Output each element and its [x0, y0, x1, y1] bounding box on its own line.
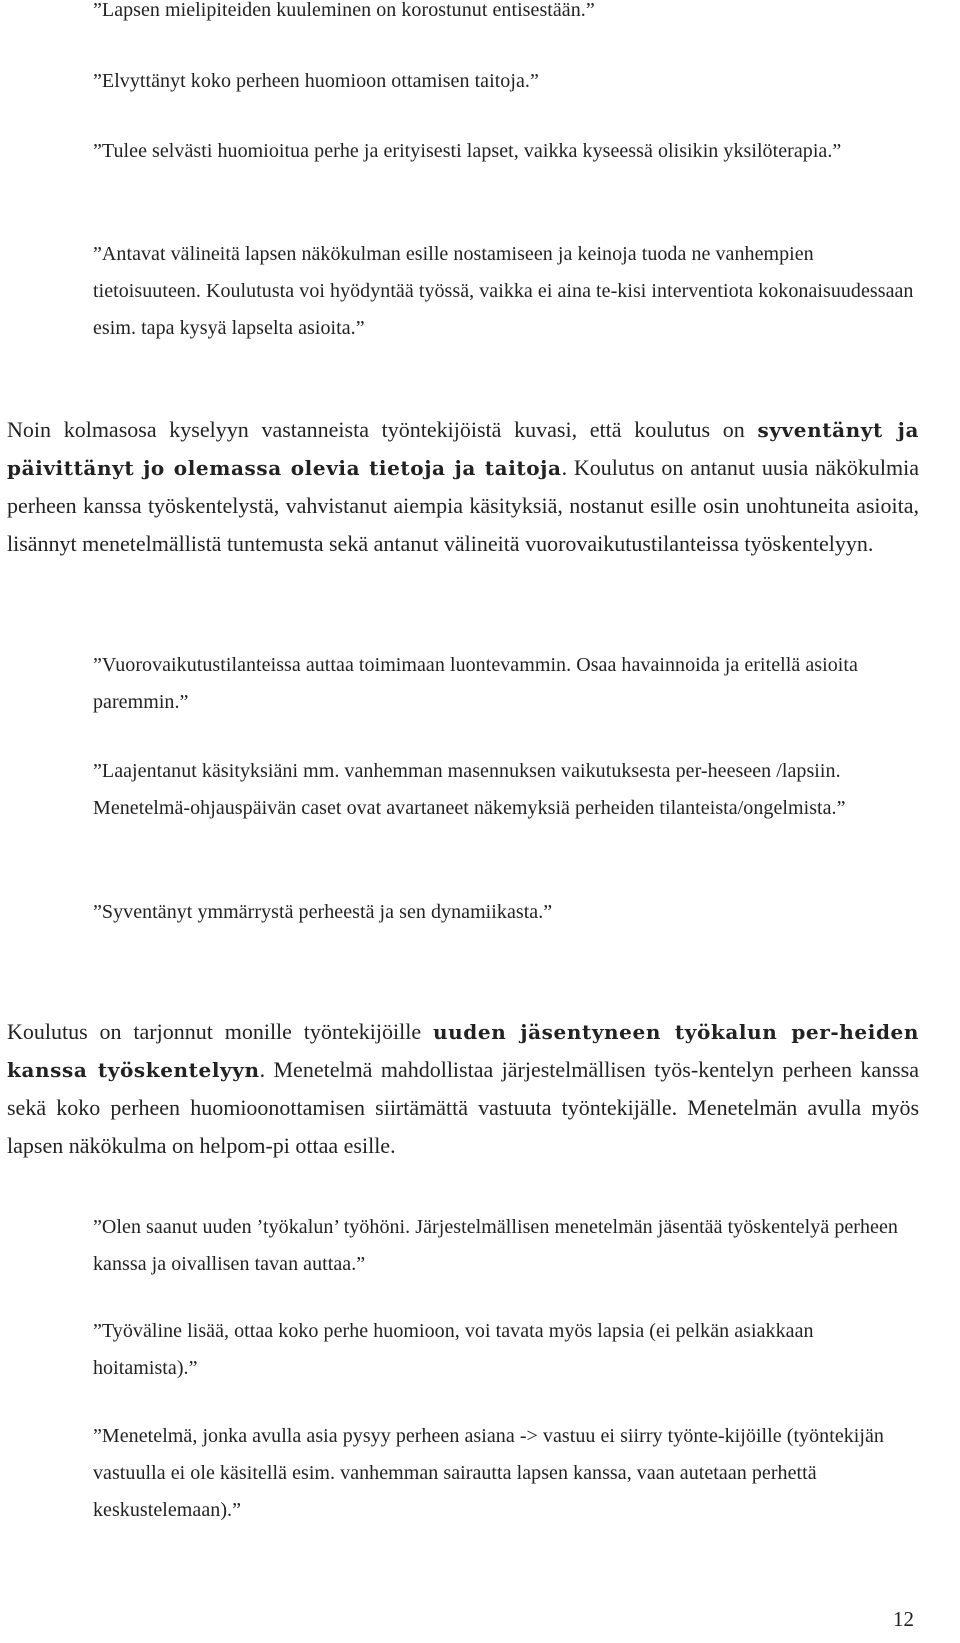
quote-text: ”Työväline lisää, ottaa koko perhe huomioon, voi tavata myös lapsia (ei pelkän asiakkaan hoitamista).”: [93, 1320, 814, 1379]
quote: [93, 1209, 923, 1283]
quote: [93, 647, 923, 721]
text-run: . Menetelmä mahdollistaa järjestelmällisen työs-kentelyn perheen kanssa sekä koko perheen huomioonottamisen siirtämättä vastuuta työntekijälle. Menetelmän avulla myös lapsen näkökulma on helpom-pi ottaa esille.: [7, 1057, 919, 1158]
paragraph-text: [7, 411, 919, 563]
text-run: Koulutus on tarjonnut monille työntekijöille: [7, 1019, 433, 1044]
text-run: Noin kolmasosa kyselyyn vastanneista työntekijöistä kuvasi, että koulutus on: [7, 417, 758, 442]
quote: [93, 133, 923, 170]
page-number: 12: [893, 1607, 914, 1631]
emphasis-text: syventänyt ja päivittänyt jo olemassa olevia tietoja ja taitoja: [7, 418, 920, 480]
quote-text: ”Tulee selvästi huomioitua perhe ja erityisesti lapset, vaikka kyseessä olisikin yksilöterapia.”: [93, 140, 842, 162]
quote: [93, 63, 923, 100]
quote-text: ”Olen saanut uuden ’työkalun’ työhöni. Järjestelmällisen menetelmän jäsentää työskentelyä perheen kanssa ja oivallisen tavan auttaa.”: [93, 1216, 898, 1275]
quote-text: ”Laajentanut käsityksiäni mm. vanhemman masennuksen vaikutuksesta per-heeseen /lapsiin. Menetelmä-ohjauspäivän caset ovat avartaneet näkemyksiä perheiden tilanteista/ongelmista.”: [93, 760, 846, 819]
body-paragraph: [7, 1013, 919, 1165]
quote: [93, 894, 923, 931]
quote-text: ”Syventänyt ymmärrystä perheestä ja sen dynamiikasta.”: [93, 901, 553, 923]
text-run: . Koulutus on antanut uusia näkökulmia perheen kanssa työskentelystä, vahvistanut aiempia käsityksiä, nostanut esille osin unohtuneita asioita, lisännyt menetelmällistä tuntemusta sekä antanut välineitä vuorovaikutustilanteissa työskentelyyn.: [7, 455, 919, 556]
quote-text: ”Antavat välineitä lapsen näkökulman esille nostamiseen ja keinoja tuoda ne vanhempien tietoisuuteen. Koulutusta voi hyödyntää työssä, vaikka ei aina te-kisi interventiota kokonaisuudessaan esim. tapa kysyä lapselta asioita.”: [93, 243, 914, 339]
quote: [93, 1418, 923, 1529]
quote-text: ”Elvyttänyt koko perheen huomioon ottamisen taitoja.”: [93, 70, 539, 92]
quote-text: ”Menetelmä, jonka avulla asia pysyy perheen asiana -> vastuu ei siirry työnte-kijöille (työntekijän vastuulla ei ole käsitellä esim. vanhemman sairautta lapsen kanssa, vaan autetaan perhettä keskustelemaan).”: [93, 1425, 884, 1521]
body-paragraph: [7, 411, 919, 563]
quote: [93, 236, 923, 347]
paragraph-text: [7, 1013, 919, 1165]
emphasis-text: uuden jäsentyneen työkalun per-heiden kanssa työskentelyyn: [7, 1020, 920, 1082]
quote-text: ”Vuorovaikutustilanteissa auttaa toimimaan luontevammin. Osaa havainnoida ja eritellä asioita paremmin.”: [93, 654, 858, 713]
quote: [93, 0, 923, 29]
quote: [93, 753, 923, 827]
quote-text: ”Lapsen mielipiteiden kuuleminen on korostunut entisestään.”: [93, 0, 595, 21]
quote: [93, 1313, 923, 1387]
